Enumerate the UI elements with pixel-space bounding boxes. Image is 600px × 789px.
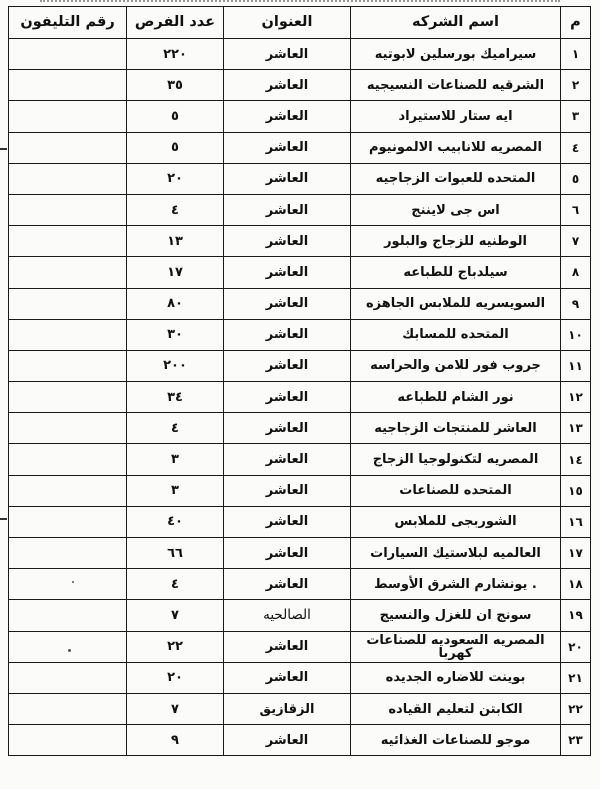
phone-cell (9, 132, 127, 163)
row-number: ٥ (561, 163, 591, 194)
company-name-cell: نور الشام للطباعه (351, 382, 561, 413)
table-row (9, 382, 591, 413)
table-row (9, 39, 591, 70)
company-name-cell: الشوربجى للملابس (351, 506, 561, 537)
company-name-cell: سونج ان للغزل والنسيج (351, 600, 561, 631)
table-row (9, 631, 591, 662)
address-cell: العاشر (224, 194, 351, 225)
company-name-cell: المصريه السعوديه للصناعات كهربا (351, 631, 561, 662)
company-name-cell: المتحده للصناعات (351, 475, 561, 506)
opportunities-count-cell: ٤ (127, 569, 224, 600)
table-row (9, 226, 591, 257)
opportunities-count-cell: ٨٠ (127, 288, 224, 319)
company-name-cell: المتحده للعبوات الزجاجيه (351, 163, 561, 194)
company-name-cell: المتحده للمسابك (351, 319, 561, 350)
row-number: ٨ (561, 257, 591, 288)
phone-cell (9, 319, 127, 350)
opportunities-count-cell: ٤٠ (127, 506, 224, 537)
table-row (9, 288, 591, 319)
phone-cell (9, 226, 127, 257)
table-row (9, 600, 591, 631)
address-cell: العاشر (224, 39, 351, 70)
address-cell: العاشر (224, 226, 351, 257)
address-cell: العاشر (224, 288, 351, 319)
row-number: ١ (561, 39, 591, 70)
phone-cell (9, 382, 127, 413)
companies-table (8, 6, 591, 756)
row-number: ٢ (561, 70, 591, 101)
table-header-row (9, 7, 591, 39)
speck (72, 581, 74, 583)
phone-cell (9, 475, 127, 506)
phone-cell (9, 444, 127, 475)
company-name-cell: الشرقيه للصناعات النسيجيه (351, 70, 561, 101)
row-number: ٤ (561, 132, 591, 163)
phone-cell (9, 413, 127, 444)
opportunities-count-cell: ٢٢ (127, 631, 224, 662)
margin-mark (0, 148, 7, 150)
table-row (9, 101, 591, 132)
table-row (9, 319, 591, 350)
address-cell: الصالحيه (224, 600, 351, 631)
row-number: ٢٠ (561, 631, 591, 662)
phone-cell (9, 600, 127, 631)
table-row (9, 444, 591, 475)
row-number: ١٧ (561, 538, 591, 569)
phone-cell (9, 569, 127, 600)
company-name-cell: الكابتن لتعليم القياده (351, 693, 561, 724)
company-name-cell: جروب فور للامن والحراسه (351, 350, 561, 381)
address-cell: العاشر (224, 319, 351, 350)
table-row (9, 506, 591, 537)
row-number: ١٥ (561, 475, 591, 506)
opportunities-count-cell: ٣٠ (127, 319, 224, 350)
row-number: ١٠ (561, 319, 591, 350)
row-number: ٣ (561, 101, 591, 132)
row-number: ٩ (561, 288, 591, 319)
address-cell: العاشر (224, 631, 351, 662)
row-number: ١٩ (561, 600, 591, 631)
address-cell: العاشر (224, 382, 351, 413)
address-cell: العاشر (224, 70, 351, 101)
opportunities-count-cell: ٩ (127, 725, 224, 756)
table-row (9, 70, 591, 101)
phone-cell (9, 538, 127, 569)
table-row (9, 475, 591, 506)
company-name-cell: المصريه للانابيب الالمونيوم (351, 132, 561, 163)
row-number: ١٨ (561, 569, 591, 600)
opportunities-count-cell: ٧ (127, 600, 224, 631)
phone-cell (9, 101, 127, 132)
header-company-name: اسم الشركه (351, 7, 561, 39)
address-cell: العاشر (224, 538, 351, 569)
phone-cell (9, 350, 127, 381)
phone-cell (9, 725, 127, 756)
table-row (9, 163, 591, 194)
company-name-cell: موجو للصناعات الغذائيه (351, 725, 561, 756)
company-name-cell: . يونشارم الشرق الأوسط (351, 569, 561, 600)
opportunities-count-cell: ٣ (127, 475, 224, 506)
phone-cell (9, 631, 127, 662)
phone-cell (9, 39, 127, 70)
phone-cell (9, 257, 127, 288)
company-name-cell: العالميه لبلاستيك السيارات (351, 538, 561, 569)
company-name-cell: سيراميك بورسلين لابوتيه (351, 39, 561, 70)
header-opportunities-count: عدد الفرص (127, 7, 224, 39)
address-cell: العاشر (224, 506, 351, 537)
row-number: ٢٢ (561, 693, 591, 724)
address-cell: العاشر (224, 569, 351, 600)
opportunities-count-cell: ١٣ (127, 226, 224, 257)
speck (68, 649, 71, 652)
company-name-cell: السويسريه للملابس الجاهزه (351, 288, 561, 319)
phone-cell (9, 288, 127, 319)
company-name-cell: ايه ستار للاستيراد (351, 101, 561, 132)
opportunities-count-cell: ٦٦ (127, 538, 224, 569)
row-number: ١٤ (561, 444, 591, 475)
address-cell: العاشر (224, 132, 351, 163)
opportunities-count-cell: ٢٠ (127, 662, 224, 693)
table-row (9, 569, 591, 600)
table-row (9, 693, 591, 724)
address-cell: العاشر (224, 163, 351, 194)
company-name-cell: اس جى لايننج (351, 194, 561, 225)
table-row (9, 662, 591, 693)
address-cell: العاشر (224, 257, 351, 288)
table-row (9, 257, 591, 288)
opportunities-count-cell: ٢٠ (127, 163, 224, 194)
row-number: ١٦ (561, 506, 591, 537)
table-row (9, 132, 591, 163)
address-cell: الزقازيق (224, 693, 351, 724)
phone-cell (9, 194, 127, 225)
address-cell: العاشر (224, 725, 351, 756)
opportunities-count-cell: ٤ (127, 194, 224, 225)
header-num: م (561, 7, 591, 39)
table-row (9, 194, 591, 225)
header-phone: رقم التليفون (9, 7, 127, 39)
row-number: ٢١ (561, 662, 591, 693)
opportunities-count-cell: ٥ (127, 101, 224, 132)
opportunities-count-cell: ٤ (127, 413, 224, 444)
opportunities-count-cell: ٣ (127, 444, 224, 475)
phone-cell (9, 662, 127, 693)
opportunities-count-cell: ٢٢٠ (127, 39, 224, 70)
address-cell: العاشر (224, 444, 351, 475)
row-number: ١٢ (561, 382, 591, 413)
row-number: ١٣ (561, 413, 591, 444)
margin-mark (0, 518, 7, 520)
table-row (9, 350, 591, 381)
opportunities-count-cell: ٥ (127, 132, 224, 163)
row-number: ١١ (561, 350, 591, 381)
address-cell: العاشر (224, 662, 351, 693)
opportunities-count-cell: ٣٥ (127, 70, 224, 101)
company-name-cell: العاشر للمنتجات الزجاجيه (351, 413, 561, 444)
phone-cell (9, 70, 127, 101)
opportunities-count-cell: ٣٤ (127, 382, 224, 413)
opportunities-count-cell: ١٧ (127, 257, 224, 288)
phone-cell (9, 506, 127, 537)
address-cell: العاشر (224, 413, 351, 444)
phone-cell (9, 693, 127, 724)
company-name-cell: سيلدباج للطباعه (351, 257, 561, 288)
table-row (9, 538, 591, 569)
company-name-cell: المصريه لتكنولوجيا الزجاج (351, 444, 561, 475)
opportunities-count-cell: ٧ (127, 693, 224, 724)
address-cell: العاشر (224, 350, 351, 381)
table-row (9, 725, 591, 756)
top-edge-line (40, 0, 560, 5)
phone-cell (9, 163, 127, 194)
address-cell: العاشر (224, 101, 351, 132)
address-cell: العاشر (224, 475, 351, 506)
row-number: ٦ (561, 194, 591, 225)
row-number: ٢٣ (561, 725, 591, 756)
row-number: ٧ (561, 226, 591, 257)
company-name-cell: بوينت للاضاره الجديده (351, 662, 561, 693)
header-address: العنوان (224, 7, 351, 39)
table-row (9, 413, 591, 444)
company-name-cell: الوطنيه للزجاج والبلور (351, 226, 561, 257)
opportunities-count-cell: ٢٠٠ (127, 350, 224, 381)
